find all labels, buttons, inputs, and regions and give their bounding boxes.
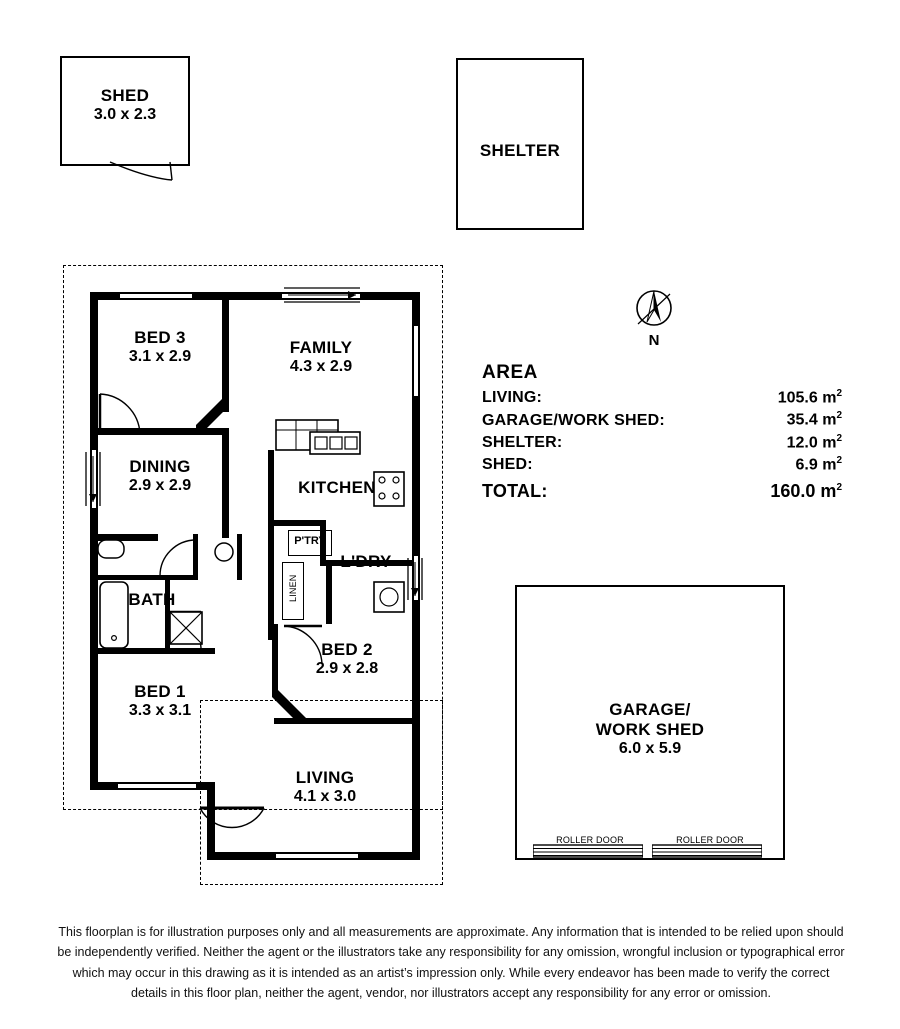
wall-ldry-right-low	[326, 566, 332, 624]
bed3-dims: 3.1 x 2.9	[128, 348, 192, 366]
linen-label	[282, 562, 304, 620]
wall-bed3-corner-splay	[196, 398, 230, 432]
bath-label	[104, 590, 200, 610]
garage-roller-door-right-symbol	[652, 843, 762, 859]
family-name: FAMILY	[289, 338, 353, 357]
area-total-value: 160.0 $m^2$	[770, 481, 842, 502]
family-label	[230, 338, 412, 377]
garage-roller-door-left-label: ROLLER DOOR	[556, 835, 624, 845]
shelter-label	[456, 141, 584, 161]
area-row-value: 105.6 $m^2$	[777, 388, 842, 407]
kitchen-label	[274, 478, 400, 498]
bed1-name: BED 1	[134, 682, 186, 701]
wall-bed2-corner-splay	[272, 690, 306, 724]
garage-roller-door-left-symbol	[533, 843, 643, 859]
area-row-value: 35.4 $m^2$	[786, 410, 842, 429]
area-row-value: 12.0 $m^2$	[786, 432, 842, 451]
pantry-label	[288, 535, 332, 548]
garage-name-line1: GARAGE/	[609, 700, 691, 719]
area-row-label: SHED:	[482, 456, 533, 474]
pantry-name: P'TRY	[294, 535, 326, 547]
dining-name: DINING	[129, 457, 191, 476]
area-row-label: LIVING:	[482, 389, 543, 407]
area-table	[482, 362, 842, 502]
garage-roller-door-right-label: ROLLER DOOR	[676, 835, 744, 845]
kitchen-name: KITCHEN	[298, 478, 376, 497]
window-family-right	[412, 326, 420, 396]
garage-label	[515, 700, 785, 759]
area-total-row	[482, 481, 842, 502]
window-living	[276, 852, 358, 860]
bed1-label	[98, 682, 222, 721]
area-title: AREA	[482, 362, 538, 383]
shelter-name: SHELTER	[479, 141, 561, 160]
living-name: LIVING	[295, 768, 355, 787]
bed2-label	[282, 640, 412, 679]
area-row	[482, 388, 842, 407]
compass-north-label: N	[648, 332, 660, 349]
bed2-dims: 2.9 x 2.8	[315, 660, 379, 678]
wall-interior-dining-right	[222, 428, 229, 538]
dining-label	[98, 457, 222, 496]
laundry-fixture	[372, 580, 406, 614]
garage-dims: 6.0 x 5.9	[618, 740, 682, 758]
area-row	[482, 433, 842, 452]
area-row-label: SHELTER:	[482, 433, 563, 451]
sliding-door-family	[282, 284, 362, 306]
ldry-name: L'DRY	[340, 552, 392, 571]
family-dims: 4.3 x 2.9	[289, 358, 353, 376]
area-row	[482, 410, 842, 429]
living-label	[240, 768, 410, 807]
shed-door-swing	[108, 160, 178, 184]
kitchen-fixtures	[274, 418, 410, 524]
bed3-label	[98, 328, 222, 367]
wall-bed2-left	[272, 624, 278, 694]
ldry-label	[330, 552, 402, 572]
bath-name: BATH	[128, 590, 176, 609]
wall-interior-bed3-family	[222, 292, 229, 412]
door-bed3	[98, 392, 142, 436]
area-row-value: 6.9 $m^2$	[795, 454, 842, 474]
garage-name-line2: WORK SHED	[595, 720, 705, 740]
linen-name: LINEN	[288, 574, 298, 602]
disclaimer-text: This floorplan is for illustration purposes only and all measurements are approximate. Any information that is intended to be relied upon should be independently verified. Neither the agent or the illustrators take any responsibility for any omission, wrongful inclusion or typographical error which may occur in this drawing as it is intended as an artist’s impression only. While every endeavor has been made to verify the correct details in this floor plan, neither the agent, vendor, nor illustrators accept any responsibility for any error or omission.	[57, 925, 845, 1000]
bed3-name: BED 3	[134, 328, 186, 347]
shed-label	[60, 86, 190, 125]
shed-dims: 3.0 x 2.3	[93, 106, 157, 124]
window-bed1	[118, 782, 196, 790]
bed2-name: BED 2	[321, 640, 373, 659]
bed1-dims: 3.3 x 3.1	[128, 702, 192, 720]
sliding-window-ldry	[404, 556, 426, 602]
living-dims: 4.1 x 3.0	[293, 788, 357, 806]
area-row	[482, 455, 842, 474]
dining-dims: 2.9 x 2.9	[128, 477, 192, 495]
door-entry-living	[196, 806, 268, 850]
compass	[628, 288, 680, 350]
area-total-label: TOTAL:	[482, 481, 548, 502]
window-bed3	[120, 292, 192, 300]
area-row-label: GARAGE/WORK SHED:	[482, 411, 665, 429]
shed-name: SHED	[100, 86, 150, 105]
